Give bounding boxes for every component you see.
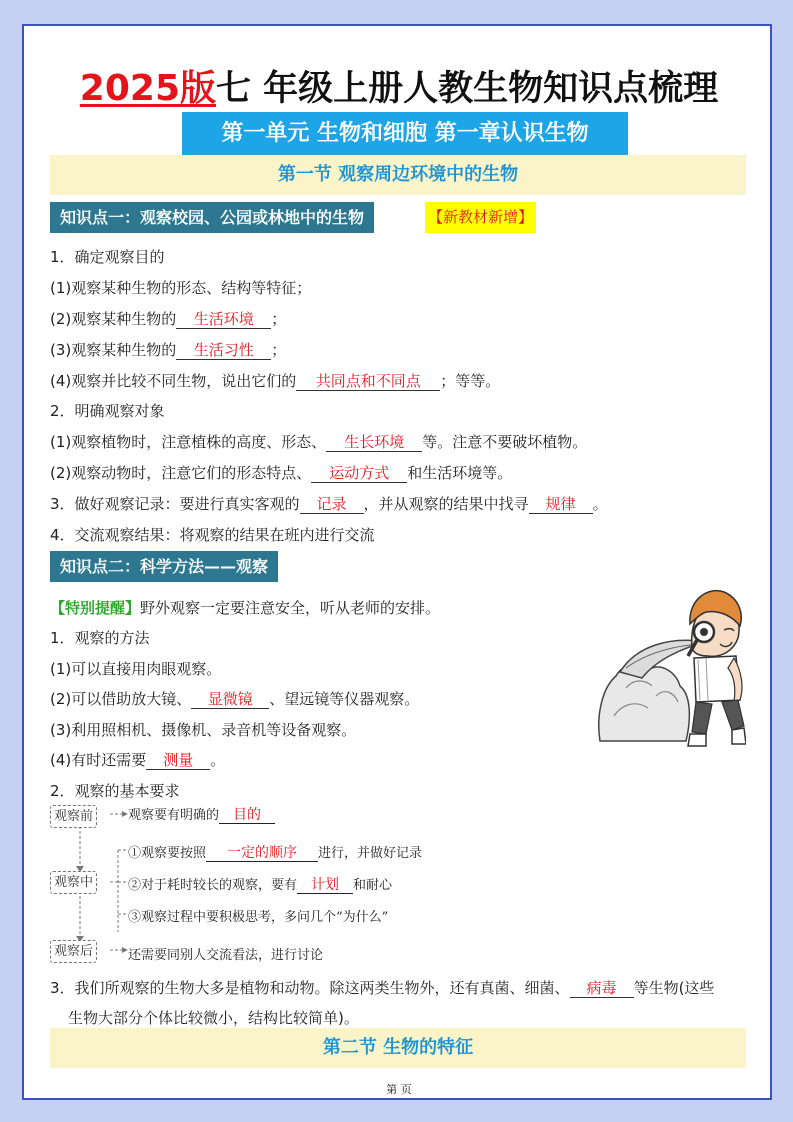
text-line: 2．明确观察对象 [50, 402, 165, 420]
text-line: (2)观察某种生物的 生活环境 ； [50, 310, 287, 328]
answer-blank: 病毒 [570, 980, 634, 998]
diagram-line: ①观察要按照 一定的顺序 进行，并做好记录 [128, 845, 423, 861]
new-content-tag: 【新教材新增】 [425, 202, 536, 233]
knowledge-point-2-heading: 知识点二：科学方法——观察 [50, 551, 278, 582]
text-line: (1)可以直接用肉眼观察。 [50, 660, 222, 678]
answer-blank: 生活环境 [176, 311, 271, 329]
stage-during-box: 观察中 [50, 871, 97, 894]
text-line: (3)观察某种生物的 生活习性 ； [50, 341, 287, 359]
text-line: (3)利用照相机、摄像机、录音机等设备观察。 [50, 721, 357, 739]
text-line: (4)有时还需要 测量 。 [50, 751, 226, 769]
text-line: 4．交流观察结果：将观察的结果在班内进行交流 [50, 526, 375, 544]
answer-blank: 记录 [300, 496, 364, 514]
text-line: (2)观察动物时，注意它们的形态特点、 运动方式 和生活环境等。 [50, 464, 513, 482]
boy-with-magnifier-illustration [596, 576, 746, 751]
unit-banner: 第一单元 生物和细胞 第一章认识生物 [182, 112, 628, 156]
text-line: (4)观察并比较不同生物，说出它们的 共同点和不同点 ；等等。 [50, 372, 501, 390]
knowledge-point-1-heading: 知识点一：观察校园、公园或林地中的生物 [50, 202, 374, 233]
answer-blank: 计划 [297, 877, 353, 894]
page-footer: 第 页 [386, 1083, 412, 1096]
stage-before-box: 观察前 [50, 805, 97, 828]
diagram-line: 还需要同别人交流看法，进行讨论 [128, 948, 324, 963]
answer-blank: 目的 [219, 807, 275, 824]
answer-blank: 测量 [146, 752, 210, 770]
section-heading-2: 第二节 生物的特征 [50, 1028, 746, 1068]
stage-after-box: 观察后 [50, 940, 97, 963]
text-line: (1)观察植物时，注意植株的高度、形态、 生长环境 等。注意不要破坏植物。 [50, 433, 588, 451]
title-year: 2025版 [79, 68, 216, 109]
diagram-line: 观察要有明确的 目的 [128, 804, 275, 824]
diagram-line: ③观察过程中要积极思考，多问几个“为什么” [128, 910, 389, 925]
answer-blank: 显微镜 [191, 691, 269, 709]
tip-label: 【特别提醒】 [50, 599, 141, 617]
answer-blank: 共同点和不同点 [296, 373, 440, 391]
text-line: 3．我们所观察的生物大多是植物和动物。除这两类生物外，还有真菌、细菌、 病毒 等生物(这些 [50, 979, 715, 997]
section-heading-1: 第一节 观察周边环境中的生物 [50, 155, 746, 195]
text-line: 3．做好观察记录：要进行真实客观的 记录 ，并从观察的结果中找寻 规律 。 [50, 495, 608, 513]
page-title [24, 60, 774, 111]
answer-blank: 生长环境 [326, 434, 422, 452]
answer-blank: 规律 [529, 496, 593, 514]
text-line: (1)观察某种生物的形态、结构等特征； [50, 279, 312, 297]
text-line: (2)可以借助放大镜、 显微镜 、望远镜等仪器观察。 [50, 690, 420, 708]
page-sheet [22, 24, 772, 1100]
diagram-line: ②对于耗时较长的观察，要有 计划 和耐心 [128, 877, 393, 893]
answer-blank: 一定的顺序 [206, 845, 318, 862]
text-line: 2．观察的基本要求 [50, 782, 180, 800]
text-line: 1．观察的方法 [50, 629, 150, 647]
text-line: 生物大部分个体比较微小，结构比较简单)。 [68, 1009, 359, 1027]
answer-blank: 运动方式 [311, 465, 407, 483]
title-text: 七 年级上册人教生物知识点梳理 [216, 69, 719, 109]
text-line: 1．确定观察目的 [50, 248, 165, 266]
tip-line: 【特别提醒】野外观察一定要注意安全，听从老师的安排。 [50, 599, 441, 617]
answer-blank: 生活习性 [176, 342, 271, 360]
